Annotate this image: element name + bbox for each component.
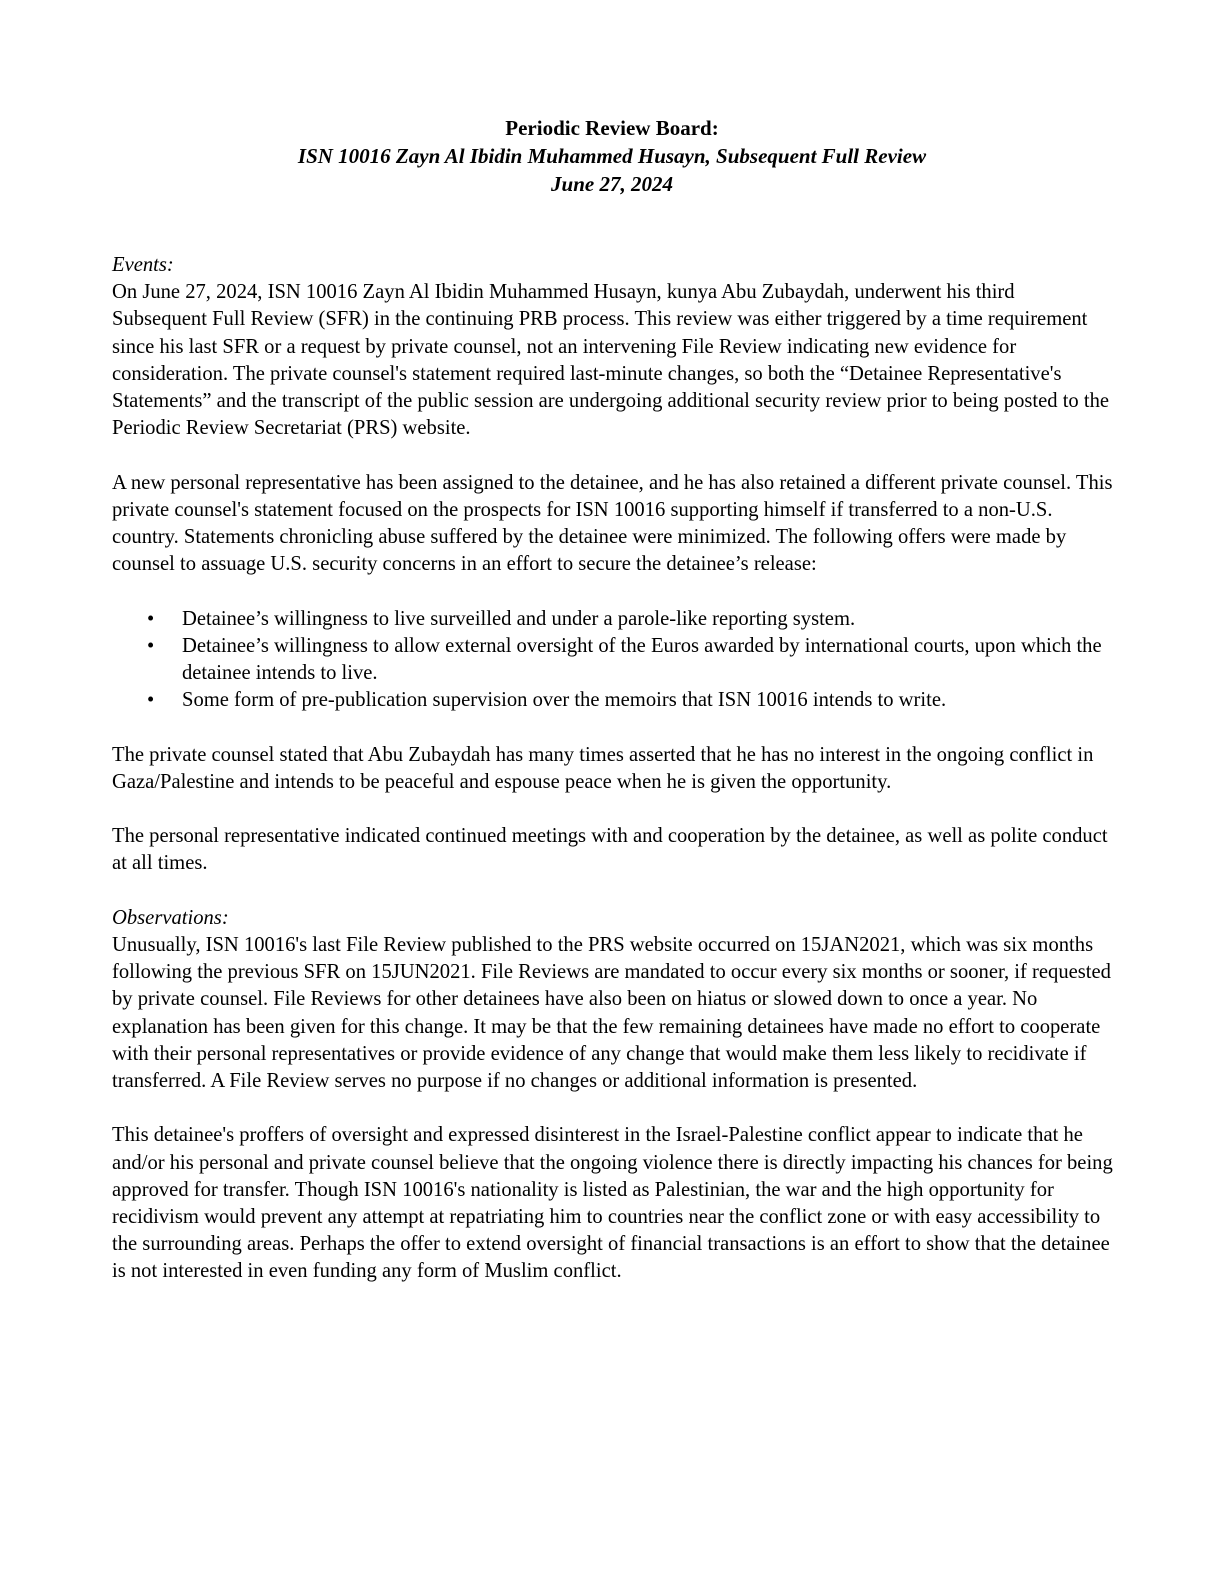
events-paragraph-2: A new personal representative has been assigned to the detainee, and he has also retained a different private counsel. This private counsel's statement focused on the prospects for ISN 10016 supporting himself if transferred to a non-U.S. country. Statements chronicling abuse suffered by the detainee were minimized. The following offers were made by counsel to assuage U.S. security concerns in an effort to secure the detainee’s release: <box>112 471 1113 576</box>
list-item: • Detainee’s willingness to allow external oversight of the Euros awarded by international courts, upon which the detainee intends to live. <box>182 633 1114 687</box>
observations-section <box>112 905 1114 1286</box>
list-item: • Detainee’s willingness to live surveilled and under a parole-like reporting system. <box>182 606 1114 633</box>
events-paragraph-1: On June 27, 2024, ISN 10016 Zayn Al Ibidin Muhammed Husayn, kunya Abu Zubaydah, underwent his third Subsequent Full Review (SFR) in the continuing PRB process. This review was either triggered by a time requirement since his last SFR or a request by private counsel, not an intervening File Review indicating new evidence for consideration. The private counsel's statement required last-minute changes, so both the “Detainee Representative's Statements” and the transcript of the public session are undergoing additional security review prior to being posted to the Periodic Review Secretariat (PRS) website. <box>112 281 1110 440</box>
document-subtitle: ISN 10016 Zayn Al Ibidin Muhammed Husayn, Subsequent Full Review <box>297 144 927 168</box>
document-title: Periodic Review Board: <box>505 116 719 140</box>
events-section <box>112 252 1114 878</box>
observations-paragraph-1: Unusually, ISN 10016's last File Review published to the PRS website occurred on 15JAN2021, which was six months following the previous SFR on 15JUN2021. File Reviews are mandated to occur every six months or sooner, if requested by private counsel. File Reviews for other detainees have also been on hiatus or slowed down to once a year. No explanation has been given for this change. It may be that the few remaining detainees have made no effort to cooperate with their personal representatives or provide evidence of any change that would make them less likely to recidivate if transferred. A File Review serves no purpose if no changes or additional information is presented. <box>112 934 1111 1093</box>
observations-heading: Observations: <box>112 906 229 929</box>
offers-list <box>112 606 1114 715</box>
events-heading: Events: <box>112 254 174 276</box>
events-paragraph-3: The private counsel stated that Abu Zubaydah has many times asserted that he has no interest in the ongoing conflict in Gaza/Palestine and intends to be peaceful and espouse peace when he is given the opportunity. <box>112 743 1094 793</box>
document-date: June 27, 2024 <box>551 172 673 196</box>
events-paragraph-4: The personal representative indicated continued meetings with and cooperation by the detainee, as well as polite conduct at all times. <box>112 825 1108 875</box>
observations-paragraph-2: This detainee's proffers of oversight and expressed disinterest in the Israel-Palestine conflict appear to indicate that he and/or his personal and private counsel believe that the ongoing violence there is directly impacting his chances for being approved for transfer. Though ISN 10016's nationality is listed as Palestinian, the war and the high opportunity for recidivism would prevent any attempt at repatriating him to countries near the conflict zone or with easy accessibility to the surrounding areas. Perhaps the offer to extend oversight of financial transactions is an effort to show that the detainee is not interested in even funding any form of Muslim conflict. <box>112 1124 1113 1283</box>
list-item: • Some form of pre-publication supervision over the memoirs that ISN 10016 intends to write. <box>182 687 1114 714</box>
document-header <box>0 114 1224 198</box>
document-body <box>112 252 1114 1313</box>
